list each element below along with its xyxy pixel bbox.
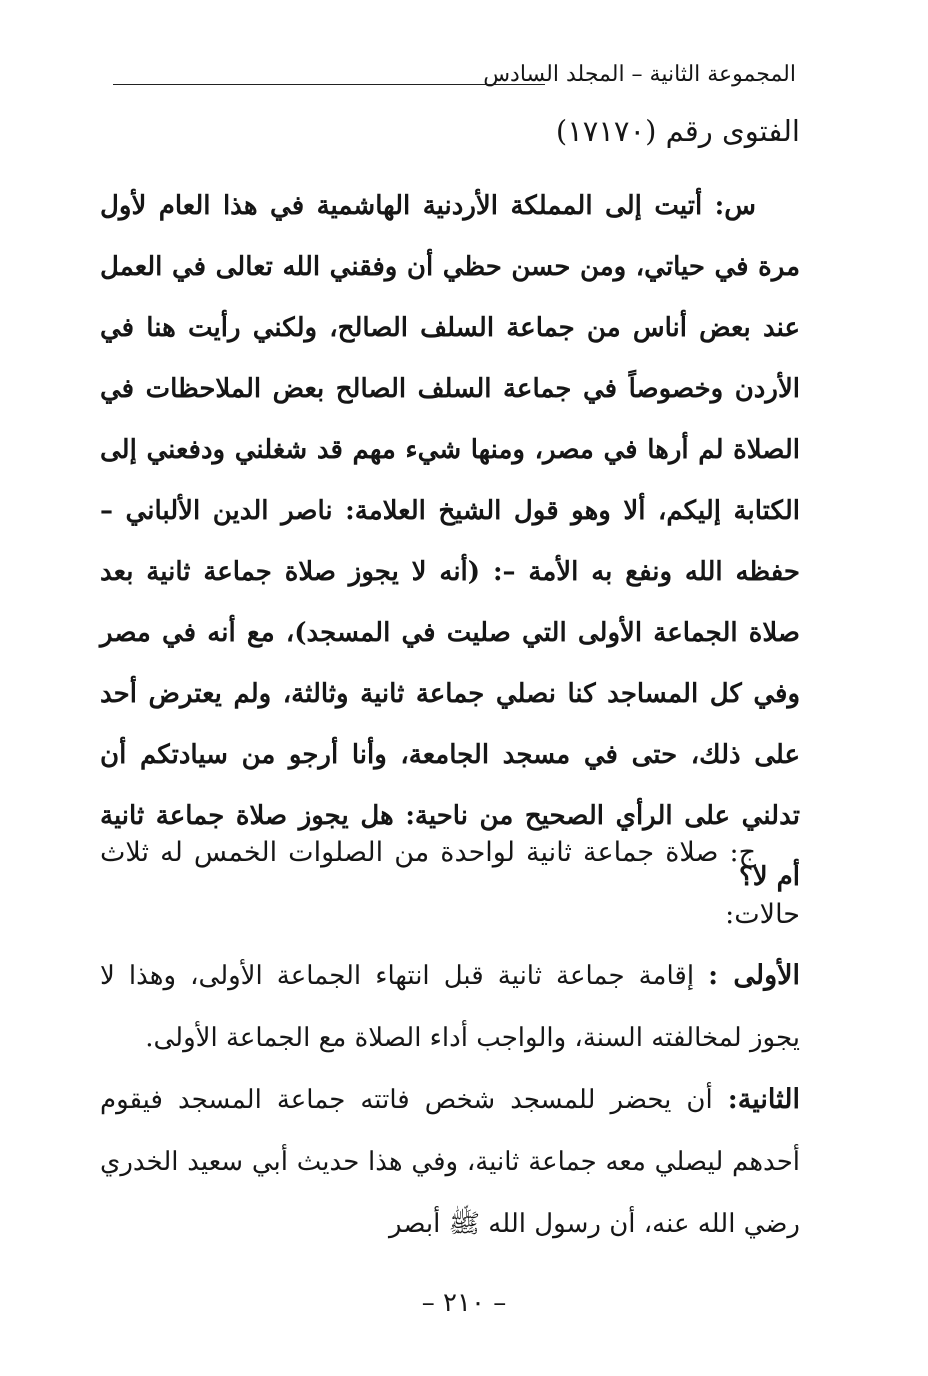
case-second-text: أن يحضر للمسجد شخص فاتته جماعة المسجد فيقوم أحدهم ليصلي معه جماعة ثانية، وفي هذا حديث أبي سعيد الخدري رضي الله عنه، أن رسول الله ﷺ أبصر [100,1085,800,1239]
case-first-text: إقامة جماعة ثانية قبل انتهاء الجماعة الأولى، وهذا لا يجوز لمخالفته السنة، والواجب أداء الصلاة مع الجماعة الأولى. [100,961,800,1053]
case-second-label: الثانية: [727,1084,801,1115]
case-second [100,1069,800,1255]
page-number: – ٢١٠ – [421,1288,507,1318]
question-paragraph [100,176,800,908]
answer-text: ج: صلاة جماعة ثانية لواحدة من الصلوات الخمس له ثلاث حالات: [100,837,800,930]
fatwa-number: الفتوى رقم (١٧١٧٠) [555,114,800,148]
question-text: س: أتيت إلى المملكة الأردنية الهاشمية في هذا العام لأول مرة في حياتي، ومن حسن حظي أن وفقني الله تعالى في العمل عند بعض أناس من جماعة السلف الصالح، ولكني رأيت هنا في الأردن وخصوصاً في جماعة السلف الصالح بعض الملاحظات في الصلاة لم أرها في مصر، ومنها شيء مهم قد شغلني ودفعني إلى الكتابة إليكم، ألا وهو قول الشيخ العلامة: ناصر الدين الألباني – حفظه الله ونفع به الأمة –: (أنه لا يجوز صلاة جماعة ثانية بعد صلاة الجماعة الأولى التي صليت في المسجد)، مع أنه في مصر وفي كل المساجد كنا نصلي جماعة ثانية وثالثة، ولم يعترض أحد على ذلك، حتى في مسجد الجامعة، وأنا أرجو من سيادتكم أن تدلني على الرأي الصحيح من ناحية: هل يجوز صلاة جماعة ثانية أم لا؟ [100,191,800,892]
header-rule [113,84,545,85]
running-header: المجموعة الثانية – المجلد السادس [483,62,796,87]
case-first-label: الأولى : [708,960,801,991]
case-first [100,945,800,1069]
answer-paragraph [100,822,800,946]
